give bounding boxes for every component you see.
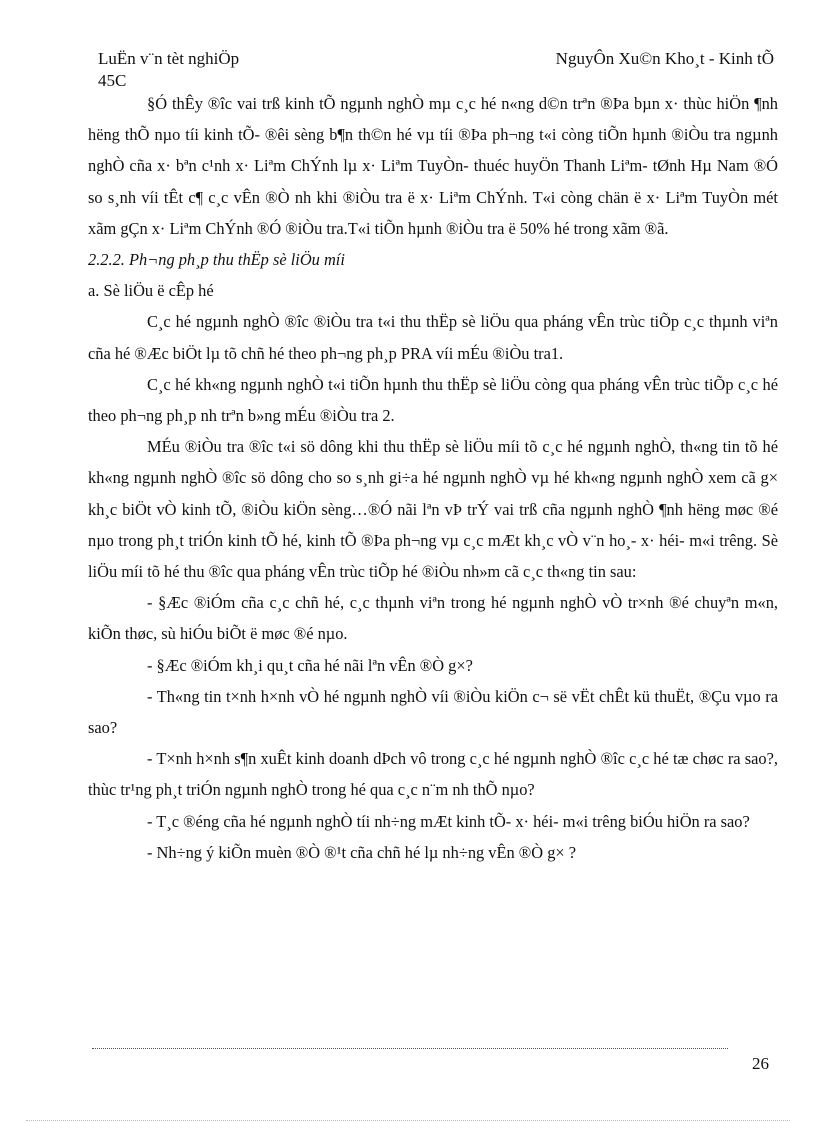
class-code: 45C bbox=[98, 71, 127, 90]
bullet-item: - T¸c ®éng cña hé ngµnh nghÒ tíi nh÷ng mÆt kinh tÕ- x· héi- m«i trêng biÓu hiÖn ra sao? bbox=[147, 811, 750, 831]
subsection-heading: a. Sè liÖu ë cÊp hé bbox=[88, 281, 214, 301]
paragraph: C¸c hé kh«ng ngµnh nghÒ t«i tiÕn hµnh thu thËp sè liÖu còng qua pháng vÊn trùc tiÕp c¸c hé theo ph¬ng ph¸p nh trªn b»ng mÉu ®iÒu tra 2. bbox=[88, 374, 778, 426]
paragraph: C¸c hé ngµnh nghÒ ®îc ®iÒu tra t«i thu thËp sè liÖu qua pháng vÊn trùc tiÕp c¸c thµnh viªn cña hé ®Æc biÖt lµ tõ chñ hé theo ph¬ng ph¸p PRA víi mÉu ®iÒu tra1. bbox=[88, 312, 778, 363]
bullet-item: - Nh÷ng ý kiÕn muèn ®Ò ®¹t cña chñ hé lµ nh÷ng vÊn ®Ò g× ? bbox=[147, 842, 577, 862]
page-bottom-border bbox=[26, 1120, 790, 1121]
section-heading: 2.2.2. Ph¬ng ph¸p thu thËp sè liÖu míi bbox=[88, 250, 345, 270]
paragraph: MÉu ®iÒu tra ®îc t«i sö dông khi thu thËp sè liÖu míi tõ c¸c hé ngµnh nghÒ, th«ng tin tõ hé kh«ng ngµnh nghÒ ®îc sö dông cho so s¸nh gi÷a hé ngµnh nghÒ vµ hé kh«ng ngµnh nghÒ xem cã g× kh¸c biÖt vÒ kinh tÕ, ®iÒu kiÖn sèng…®Ó nãi lªn vÞ trÝ vai trß cña ngµnh nghÒ ¶nh hëng møc ®é nµo trong ph¸t triÓn kinh tÕ hé, kinh tÕ ®Þa ph¬ng vµ c¸c mÆt kh¸c vÒ v¨n ho¸- x· héi- m«i trêng. Sè liÖu míi tõ hé thu ®îc qua pháng vÊn trùc tiÕp hé ®iÒu nh»m cã c¸c th«ng tin sau: bbox=[88, 437, 778, 582]
bullet-item: - T×nh h×nh s¶n xuÊt kinh doanh dÞch vô trong c¸c hé ngµnh nghÒ ®îc c¸c hé tæ chøc ra sao?, thùc tr¹ng ph¸t triÓn ngµnh nghÒ trong hé qua c¸c n¨m nh thÕ nµo? bbox=[88, 749, 778, 800]
author-name: NguyÔn Xu©n Kho¸t - Kinh tÕ bbox=[555, 49, 774, 68]
bullet-item: - Th«ng tin t×nh h×nh vÒ hé ngµnh nghÒ víi ®iÒu kiÖn c¬ së vËt chÊt kü thuËt, ®Çu vµo ra sao? bbox=[88, 686, 778, 738]
thesis-title: LuËn v¨n tèt nghiÖp bbox=[98, 49, 240, 68]
footer-divider bbox=[92, 1048, 728, 1049]
page-number: 26 bbox=[752, 1054, 769, 1073]
paragraph-intro: §Ó thÊy ®îc vai trß kinh tÕ ngµnh nghÒ mµ c¸c hé n«ng d©n trªn ®Þa bµn x· thùc hiÖn ¶nh hëng thÕ nµo tíi kinh tÕ- ®êi sèng b¶n th©n hé vµ tíi ®Þa ph¬ng t«i còng tiÕn hµnh ®iÒu tra ngµnh nghÒ cña x· bªn c¹nh x· Liªm ChÝnh lµ x· Liªm TuyÒn- thuéc huyÖn Thanh Liªm- tØnh Hµ Nam ®Ó so s¸nh víi tÊt c¶ c¸c vÊn ®Ò nh khi ®iÒu tra ë x· Liªm ChÝnh. T«i còng chän ë x· Liªm TuyÒn mét xãm gÇn x· Liªm ChÝnh ®Ó ®iÒu tra.T«i tiÕn hµnh ®iÒu tra ë 50% hé trong xãm ®ã. bbox=[88, 94, 778, 238]
document-body bbox=[88, 88, 778, 868]
bullet-item: - §Æc ®iÓm kh¸i qu¸t cña hé nãi lªn vÊn ®Ò g×? bbox=[147, 655, 473, 675]
bullet-item: - §Æc ®iÓm cña c¸c chñ hé, c¸c thµnh viªn trong hé ngµnh nghÒ vÒ tr×nh ®é chuyªn m«n, kiÕn thøc, sù hiÓu biÕt ë møc ®é nµo. bbox=[88, 593, 778, 644]
